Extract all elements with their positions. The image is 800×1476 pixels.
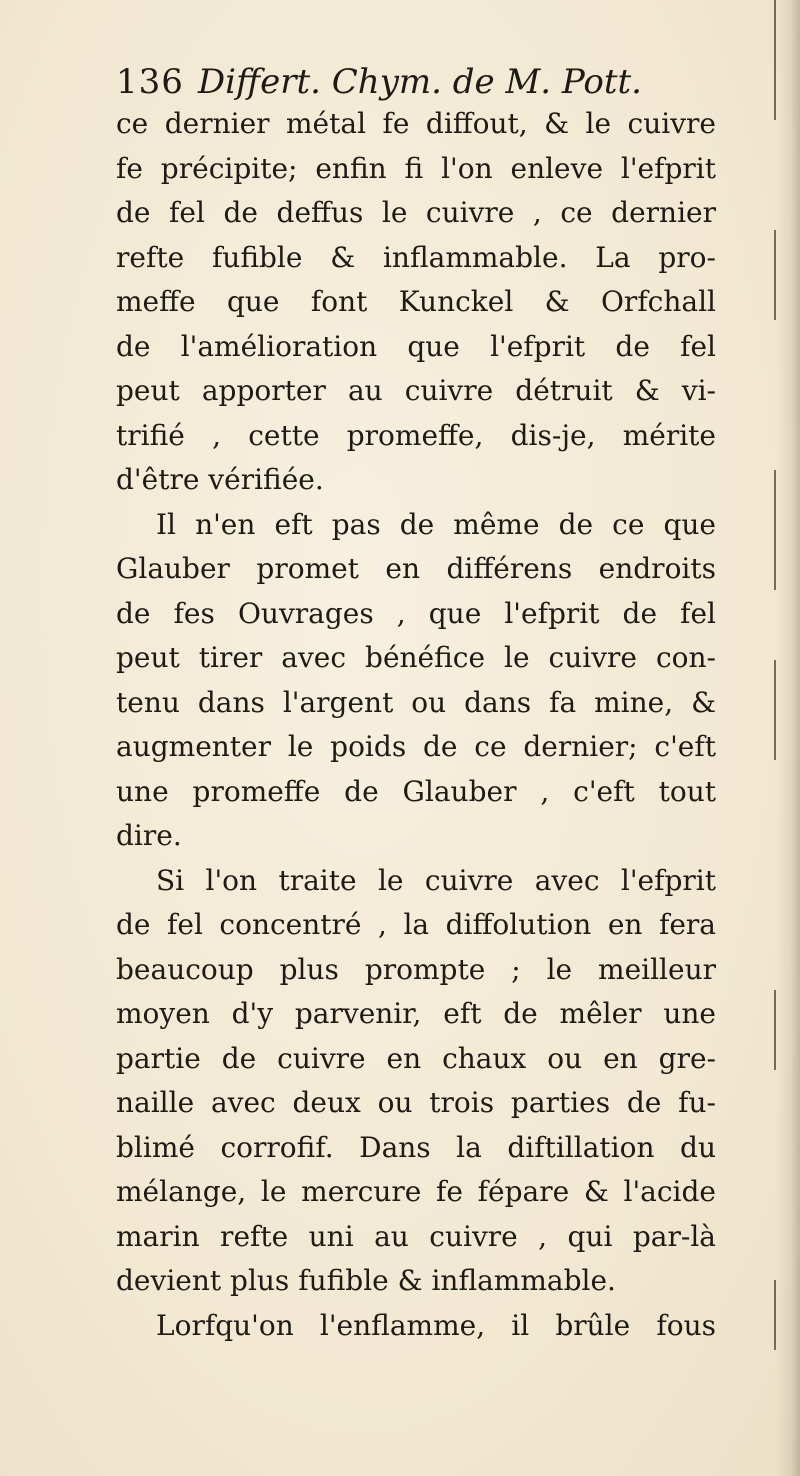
text-line: peut tirer avec bénéfice le cuivre con- (116, 641, 716, 674)
body-text (116, 102, 716, 1348)
text-line: peut apporter au cuivre détruit & vi- (116, 374, 716, 407)
text-line: augmenter le poids de ce dernier; c'eft (116, 730, 716, 763)
text-line: de fel concentré , la diffolution en fera (116, 908, 716, 941)
text-line: moyen d'y parvenir, eft de mêler une (116, 997, 716, 1030)
text-line: de fes Ouvrages , que l'efprit de fel (116, 596, 716, 630)
page-edge-line (774, 0, 776, 120)
text-line: d'être vérifiée. (116, 463, 324, 496)
text-line: Glauber promet en différens endroits (116, 552, 716, 585)
text-line: mélange, le mercure fe fépare & l'acide (116, 1175, 716, 1208)
text-line: trifié , cette promeffe, dis-je, mérite (116, 418, 716, 452)
text-line: naille avec deux ou trois parties de fu- (116, 1086, 716, 1119)
text-line: ce dernier métal fe diffout, & le cuivre (116, 107, 716, 140)
text-line: devient plus fufible & inflammable. (116, 1264, 616, 1297)
text-line: partie de cuivre en chaux ou en gre- (116, 1041, 716, 1075)
page-edge-shadow (776, 0, 800, 1476)
text-line: de fel de deffus le cuivre , ce dernier (116, 196, 716, 229)
text-line: meffe que font Kunckel & Orfchall (116, 285, 716, 318)
page-edge-line (774, 230, 776, 320)
text-line: Il n'en eft pas de même de ce que (156, 507, 716, 541)
text-line: blimé corrofif. Dans la diftillation du (116, 1130, 716, 1164)
text-line: marin refte uni au cuivre , qui par-là (116, 1219, 716, 1253)
text-line: refte fufible & inflammable. La pro- (116, 240, 716, 274)
text-line: de l'amélioration que l'efprit de fel (116, 329, 716, 363)
text-line: Lorfqu'on l'enflamme, il brûle fous (156, 1308, 716, 1342)
text-line: tenu dans l'argent ou dans fa mine, & (116, 685, 716, 719)
text-line: une promeffe de Glauber , c'eft tout (116, 774, 716, 808)
running-header (116, 58, 716, 106)
page-edge-line (774, 990, 776, 1070)
page-edge-line (774, 660, 776, 760)
running-title: Differt. Chym. de M. Pott. (197, 62, 642, 102)
text-line: beaucoup plus prompte ; le meilleur (116, 952, 716, 986)
text-line: Si l'on traite le cuivre avec l'efprit (156, 863, 716, 897)
text-line: dire. (116, 819, 182, 852)
page-edge-line (774, 1280, 776, 1350)
text-line: fe précipite; enfin fi l'on enleve l'efprit (116, 151, 716, 185)
page-number: 136 (116, 62, 184, 102)
page-edge-line (774, 470, 776, 590)
